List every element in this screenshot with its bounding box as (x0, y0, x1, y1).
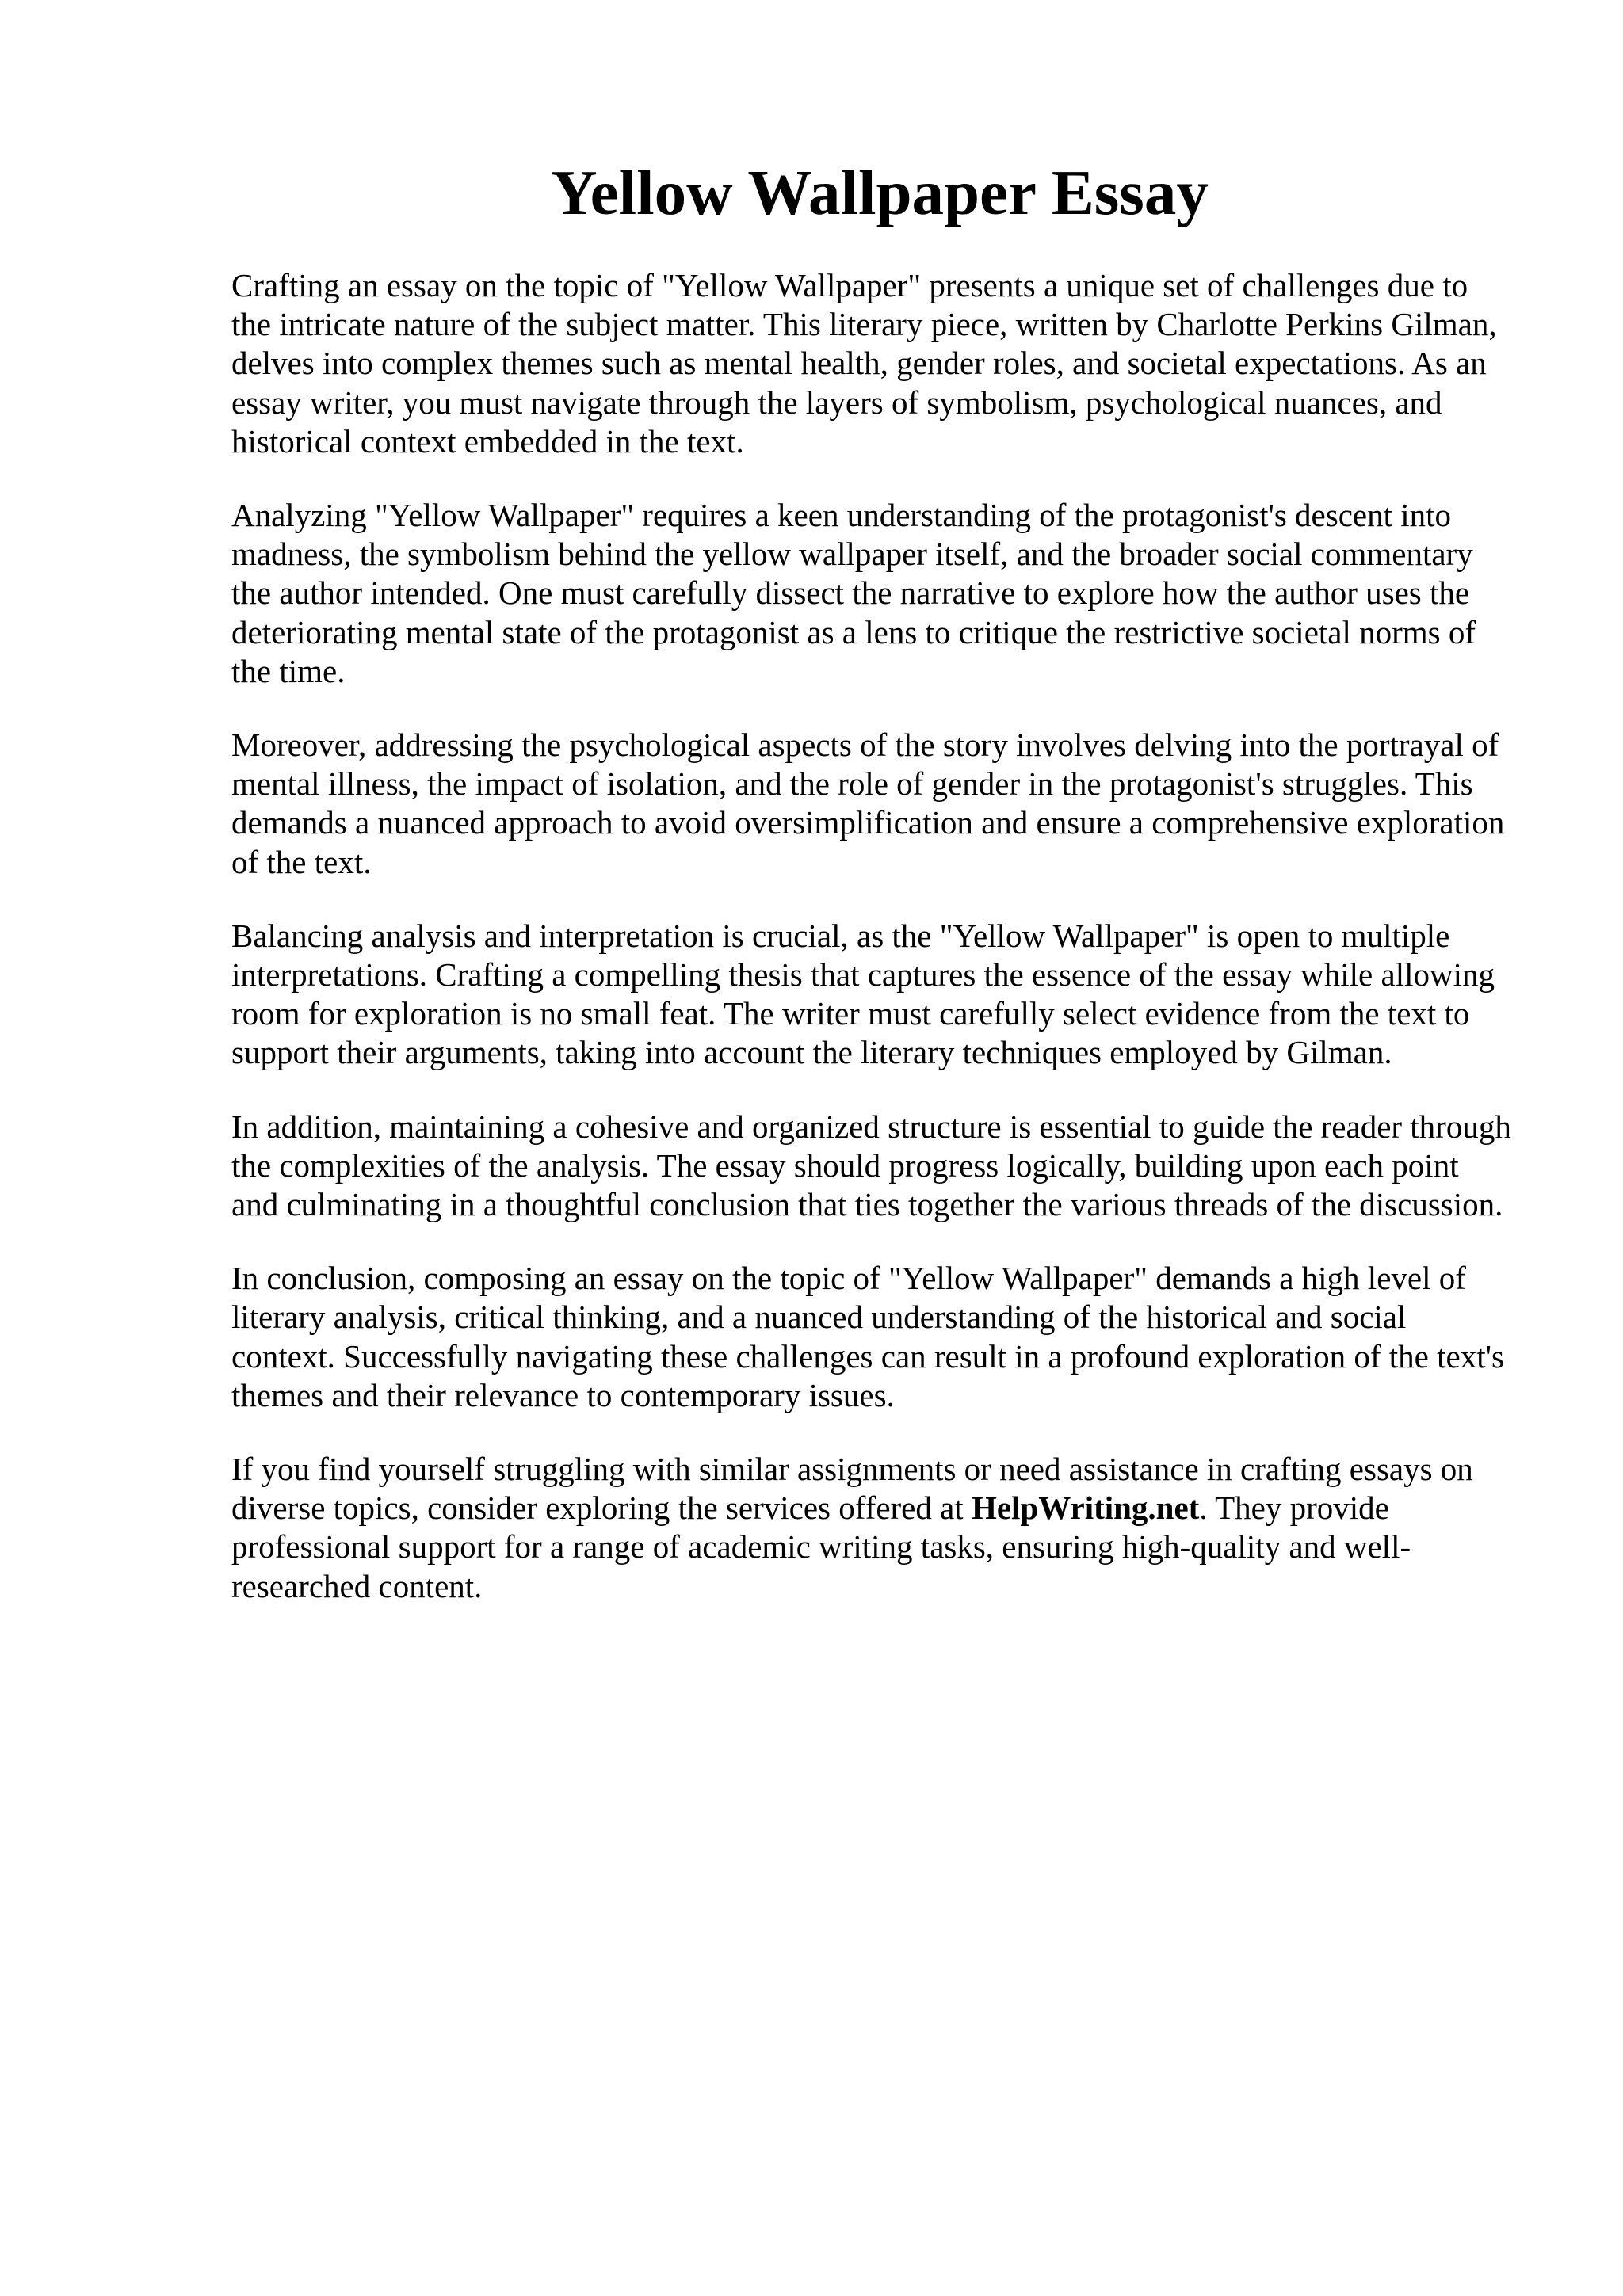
paragraph-2: Analyzing "Yellow Wallpaper" requires a keen understanding of the protagonist's descent into madness, the symbolism behind the yellow wallpaper itself, and the broader social commentary the author intended. One must carefully dissect the narrative to explore how the author uses the deteriorating mental state of the protagonist as a lens to critique the restrictive societal norms of the time. (231, 497, 1476, 689)
paragraph-1: Crafting an essay on the topic of "Yellow Wallpaper" presents a unique set of challenges due to the intricate nature of the subject matter. This literary piece, written by Charlotte Perkins Gilman, delves into complex themes such as mental health, gender roles, and societal expectations. As an essay writer, you must navigate through the layers of symbolism, psychological nuances, and historical context embedded in the text. (231, 267, 1497, 460)
paragraph-6: In conclusion, composing an essay on the topic of "Yellow Wallpaper" demands a high level of literary analysis, critical thinking, and a nuanced understanding of the historical and social context. Successfully navigating these challenges can result in a profound exploration of the text's themes and their relevance to contemporary issues. (231, 1260, 1504, 1413)
paragraph-7-tail: . They provide professional support for a range of academic writing tasks, ensuring high-quality and well-researched content. (231, 1489, 1411, 1604)
paragraph-7 (231, 1450, 1511, 1606)
page-title: Yellow Wallpaper Essay (551, 157, 1209, 228)
paragraph-5: In addition, maintaining a cohesive and organized structure is essential to guide the reader through the complexities of the analysis. The essay should progress logically, building upon each point and culminating in a thoughtful conclusion that ties together the various threads of the discussion. (231, 1108, 1511, 1223)
essay-body (231, 266, 1511, 1641)
helpwriting-link[interactable]: HelpWriting.net (971, 1489, 1200, 1527)
paragraph-7-lead: If you find yourself struggling with similar assignments or need assistance in crafting essays on diverse topics, consider exploring the services offered at (231, 1451, 1473, 1527)
paragraph-3: Moreover, addressing the psychological aspects of the story involves delving into the portrayal of mental illness, the impact of isolation, and the role of gender in the protagonist's struggles. This demands a nuanced approach to avoid oversimplification and ensure a comprehensive exploration of the text. (231, 727, 1505, 880)
paragraph-4: Balancing analysis and interpretation is crucial, as the "Yellow Wallpaper" is open to multiple interpretations. Crafting a compelling thesis that captures the essence of the essay while allowing room for exploration is no small feat. The writer must carefully select evidence from the text to support their arguments, taking into account the literary techniques employed by Gilman. (231, 917, 1495, 1071)
